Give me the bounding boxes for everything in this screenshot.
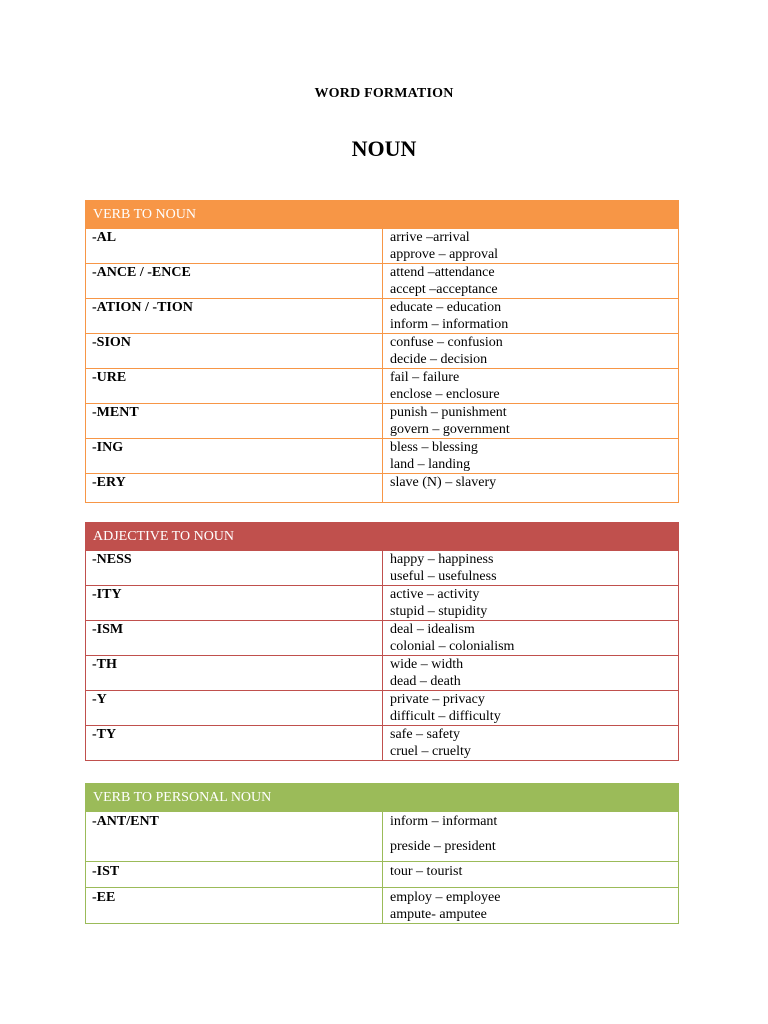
- table-header: VERB TO NOUN: [86, 201, 679, 229]
- table-row: [86, 229, 679, 264]
- table-header: ADJECTIVE TO NOUN: [86, 523, 679, 551]
- table-row: [86, 334, 679, 369]
- example-line: private – privacy: [390, 692, 485, 707]
- example-line: deal – idealism: [390, 622, 475, 637]
- example-line: govern – government: [390, 422, 510, 437]
- example-line: happy – happiness: [390, 552, 494, 567]
- examples-cell: [383, 369, 679, 404]
- table-row: [86, 862, 679, 888]
- example-line: wide – width: [390, 657, 464, 672]
- examples-cell: [383, 726, 679, 761]
- examples-cell: [383, 404, 679, 439]
- document-title: WORD FORMATION: [314, 86, 454, 101]
- example-line: slave (N) – slavery: [390, 475, 497, 490]
- example-line: useful – usefulness: [390, 569, 497, 584]
- example-line: punish – punishment: [390, 405, 507, 420]
- examples-cell: [383, 621, 679, 656]
- line-gap: [390, 830, 672, 838]
- examples-cell: [383, 229, 679, 264]
- suffix-cell: -EE: [86, 888, 383, 924]
- table-row: [86, 404, 679, 439]
- examples-cell: [383, 439, 679, 474]
- example-line: attend –attendance: [390, 265, 495, 280]
- suffix-cell: -ING: [86, 439, 383, 474]
- example-line: employ – employee: [390, 890, 501, 905]
- verb-to-noun-table: [85, 200, 679, 503]
- table-row: [86, 369, 679, 404]
- example-line: accept –acceptance: [390, 282, 498, 297]
- example-line: educate – education: [390, 300, 502, 315]
- example-line: stupid – stupidity: [390, 604, 488, 619]
- example-line: tour – tourist: [390, 864, 463, 879]
- document-heading: NOUN: [351, 136, 417, 161]
- example-line: difficult – difficulty: [390, 709, 501, 724]
- suffix-cell: -ANCE / -ENCE: [86, 264, 383, 299]
- examples-cell: [383, 691, 679, 726]
- suffix-cell: -ATION / -TION: [86, 299, 383, 334]
- table-row: [86, 656, 679, 691]
- table-row: [86, 888, 679, 924]
- example-line: confuse – confusion: [390, 335, 503, 350]
- example-line: land – landing: [390, 457, 471, 472]
- suffix-cell: -ITY: [86, 586, 383, 621]
- example-line: decide – decision: [390, 352, 488, 367]
- example-line: cruel – cruelty: [390, 744, 471, 759]
- adjective-to-noun-table: [85, 522, 679, 761]
- examples-cell: [383, 474, 679, 503]
- suffix-cell: -AL: [86, 229, 383, 264]
- table-row: [86, 474, 679, 503]
- suffix-cell: -ISM: [86, 621, 383, 656]
- suffix-cell: -SION: [86, 334, 383, 369]
- examples-cell: [383, 888, 679, 924]
- example-line: ampute- amputee: [390, 907, 487, 922]
- suffix-cell: -TH: [86, 656, 383, 691]
- examples-cell: [383, 862, 679, 888]
- table-row: [86, 586, 679, 621]
- suffix-cell: -MENT: [86, 404, 383, 439]
- table-row: [86, 264, 679, 299]
- example-line: approve – approval: [390, 247, 499, 262]
- examples-cell: [383, 551, 679, 586]
- example-line: bless – blessing: [390, 440, 478, 455]
- suffix-cell: -ANT/ENT: [86, 812, 383, 862]
- example-line: active – activity: [390, 587, 480, 602]
- example-line: inform – informant: [390, 814, 498, 829]
- examples-cell: [383, 299, 679, 334]
- example-line: inform – information: [390, 317, 509, 332]
- suffix-cell: -TY: [86, 726, 383, 761]
- example-line: enclose – enclosure: [390, 387, 500, 402]
- verb-to-personal-noun-table: [85, 783, 679, 924]
- table-row: [86, 812, 679, 862]
- examples-cell: [383, 656, 679, 691]
- suffix-cell: -Y: [86, 691, 383, 726]
- examples-cell: [383, 334, 679, 369]
- suffix-cell: -URE: [86, 369, 383, 404]
- table-row: [86, 691, 679, 726]
- suffix-cell: -IST: [86, 862, 383, 888]
- suffix-cell: -ERY: [86, 474, 383, 503]
- table-header: VERB TO PERSONAL NOUN: [86, 784, 679, 812]
- suffix-cell: -NESS: [86, 551, 383, 586]
- example-line: arrive –arrival: [390, 230, 470, 245]
- table-row: [86, 726, 679, 761]
- examples-cell: [383, 812, 679, 862]
- example-line: fail – failure: [390, 370, 460, 385]
- examples-cell: [383, 586, 679, 621]
- examples-cell: [383, 264, 679, 299]
- table-row: [86, 621, 679, 656]
- example-line: dead – death: [390, 674, 461, 689]
- example-line: safe – safety: [390, 727, 460, 742]
- table-row: [86, 299, 679, 334]
- table-row: [86, 551, 679, 586]
- example-line: colonial – colonialism: [390, 639, 515, 654]
- table-row: [86, 439, 679, 474]
- example-line: preside – president: [390, 839, 496, 854]
